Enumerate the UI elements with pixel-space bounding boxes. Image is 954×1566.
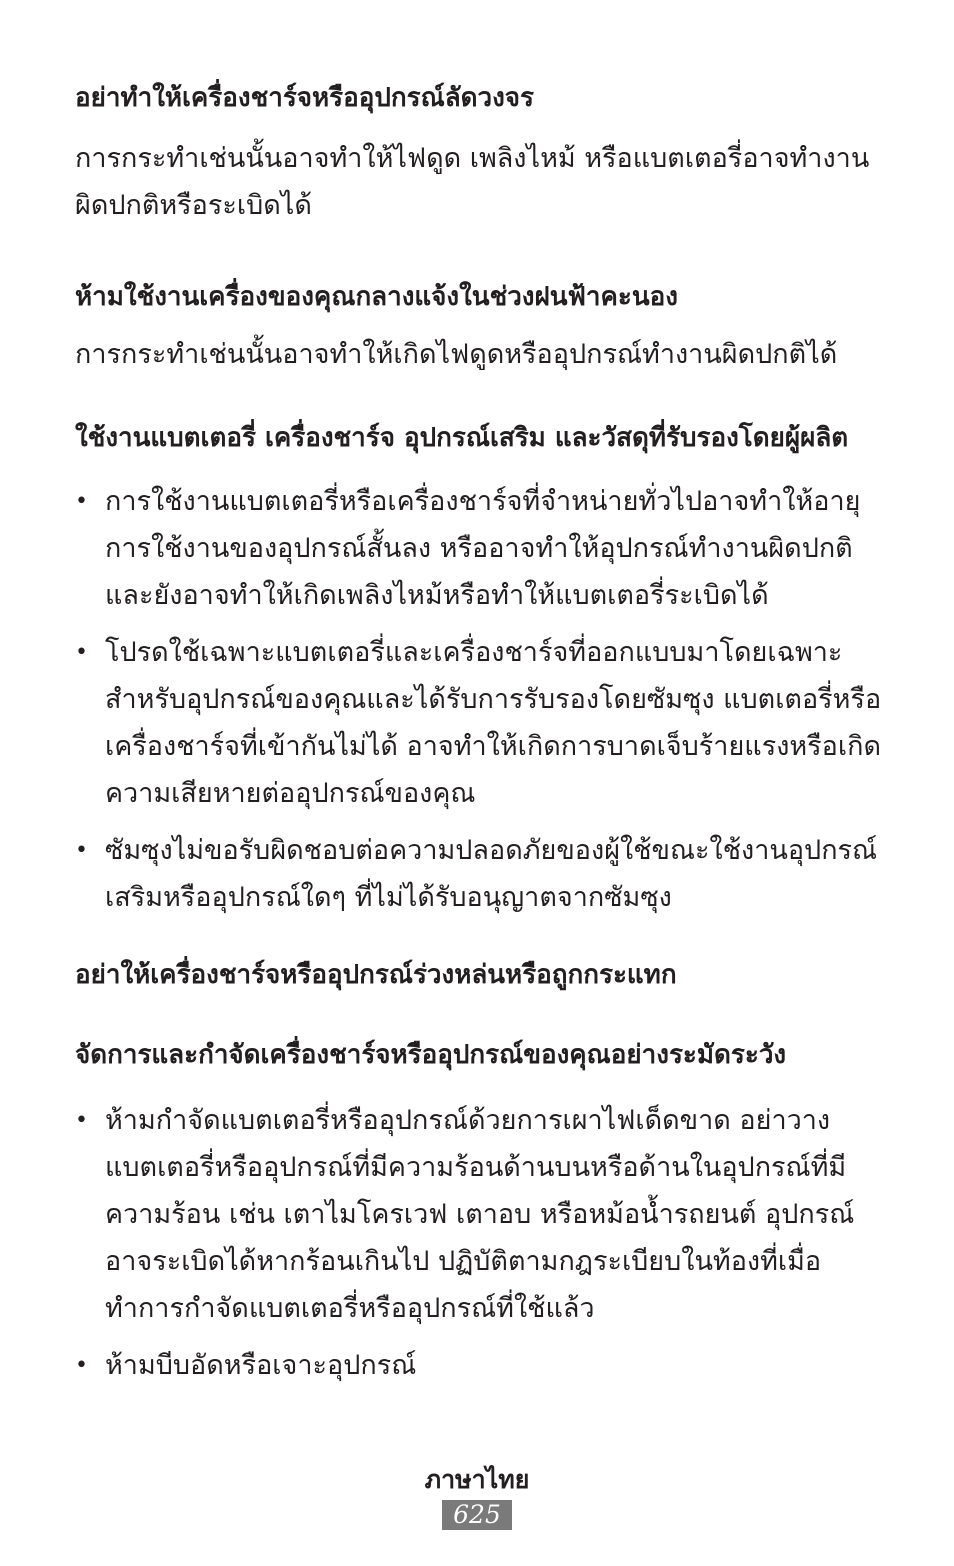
page-footer xyxy=(0,1462,954,1530)
section-paragraph: การกระทำเช่นนั้นอาจทำให้เกิดไฟดูดหรืออุปกรณ์ทำงานผิดปกติได้ xyxy=(75,339,838,370)
footer-language: ภาษาไทย xyxy=(424,1465,530,1494)
page-content xyxy=(75,0,885,1389)
bullet-icon: • xyxy=(75,489,88,514)
list-item-text: ห้ามบีบอัดหรือเจาะอุปกรณ์ xyxy=(105,1350,417,1381)
list-item-text: ซัมซุงไม่ขอรับผิดชอบต่อความปลอดภัยของผู้ใช้ขณะใช้งานอุปกรณ์เสริมหรืออุปกรณ์ใดๆ ที่ไม่ได้รับอนุญาตจากซัมซุง xyxy=(105,835,878,913)
list-item-text: โปรดใช้เฉพาะแบตเตอรี่และเครื่องชาร์จที่ออกแบบมาโดยเฉพาะสำหรับอุปกรณ์ของคุณและได้รับการรับรองโดยซัมซุง แบตเตอรี่หรือเครื่องชาร์จที่เข้ากันไม่ได้ อาจทำให้เกิดการบาดเจ็บร้ายแรงหรือเกิดความเสียหายต่ออุปกรณ์ของคุณ xyxy=(105,637,882,809)
list-item-text: ห้ามกำจัดแบตเตอรี่หรืออุปกรณ์ด้วยการเผาไฟเด็ดขาด อย่าวางแบตเตอรี่หรืออุปกรณ์ที่มีความร้อนด้านบนหรือด้านในอุปกรณ์ที่มีความร้อน เช่น เตาไมโครเวฟ เตาอบ หรือหม้อน้ำรถยนต์ อุปกรณ์อาจระเบิดได้หากร้อนเกินไป ปฏิบัติตามกฎระเบียบในท้องที่เมื่อทำการกำจัดแบตเตอรี่หรืออุปกรณ์ที่ใช้แล้ว xyxy=(105,1105,855,1324)
bullet-icon: • xyxy=(75,640,88,665)
section-heading: ใช้งานแบตเตอรี่ เครื่องชาร์จ อุปกรณ์เสริม และวัสดุที่รับรองโดยผู้ผลิต xyxy=(75,423,849,453)
list-item xyxy=(75,478,885,619)
bullet-list xyxy=(75,478,885,921)
page-number: 625 xyxy=(442,1500,512,1530)
list-item-text: การใช้งานแบตเตอรี่หรือเครื่องชาร์จที่จำหน่ายทั่วไปอาจทำให้อายุการใช้งานของอุปกรณ์สั้นลง หรืออาจทำให้อุปกรณ์ทำงานผิดปกติและยังอาจทำให้เกิดเพลิงไหม้หรือทำให้แบตเตอรี่ระเบิดได้ xyxy=(105,486,861,611)
section-heading: จัดการและกำจัดเครื่องชาร์จหรืออุปกรณ์ของคุณอย่างระมัดระวัง xyxy=(75,1040,787,1070)
list-item xyxy=(75,1097,885,1332)
bullet-icon: • xyxy=(75,838,88,863)
list-item xyxy=(75,1342,885,1389)
section-heading: อย่าให้เครื่องชาร์จหรืออุปกรณ์ร่วงหล่นหรือถูกกระแทก xyxy=(75,960,677,990)
list-item xyxy=(75,827,885,921)
section-heading: อย่าทำให้เครื่องชาร์จหรืออุปกรณ์ลัดวงจร xyxy=(75,83,534,113)
bullet-icon: • xyxy=(75,1353,88,1378)
section-paragraph: การกระทำเช่นนั้นอาจทำให้ไฟดูด เพลิงไหม้ หรือแบตเตอรี่อาจทำงานผิดปกติหรือระเบิดได้ xyxy=(75,143,870,221)
bullet-icon: • xyxy=(75,1108,88,1133)
section-heading: ห้ามใช้งานเครื่องของคุณกลางแจ้งในช่วงฝนฟ้าคะนอง xyxy=(75,282,678,312)
bullet-list xyxy=(75,1097,885,1389)
list-item xyxy=(75,629,885,817)
